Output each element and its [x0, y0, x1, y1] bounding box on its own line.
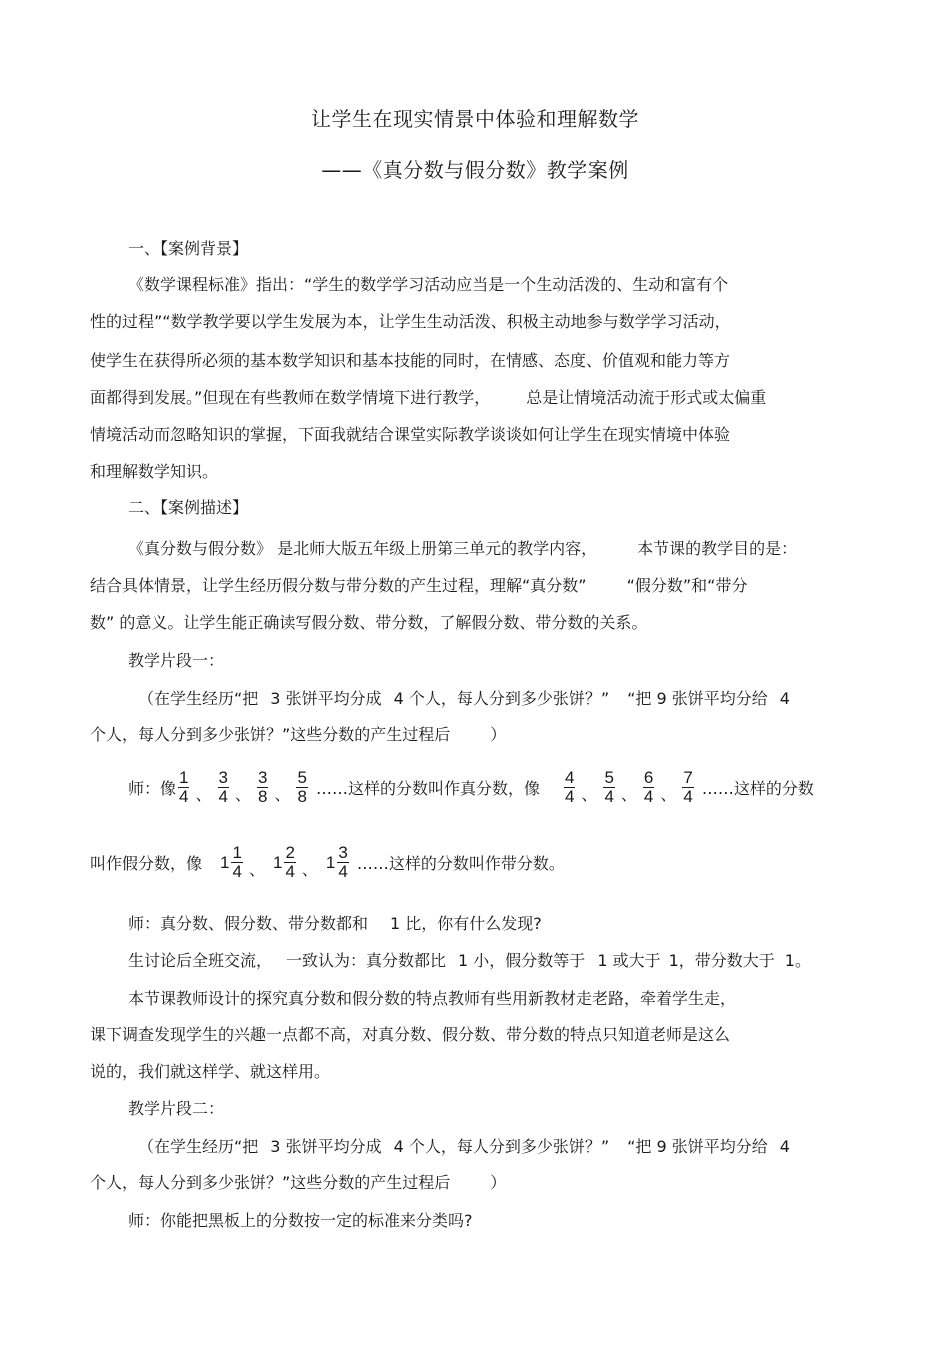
separator: 、 [620, 785, 637, 804]
fraction: $\frac{2}{4}$ [285, 843, 295, 881]
text-span: “假分数”和“带分 [626, 576, 748, 595]
text-span: （在学生经历“把 [138, 689, 259, 708]
text-span: 一致认为：真分数都比 [286, 951, 447, 970]
segment-intro-line [90, 1172, 506, 1194]
mixed-whole: 1 [272, 852, 283, 872]
separator: 、 [581, 785, 598, 804]
text-span: 1，带分数大于 [668, 951, 775, 970]
text-span: 3 张饼平均分成 [270, 1137, 382, 1156]
fraction: $\frac{1}{4}$ [232, 843, 242, 881]
text-span: ） [490, 1173, 507, 1192]
fraction: $\frac{3}{4}$ [218, 768, 228, 806]
paragraph-line [90, 387, 766, 409]
text-span: （在学生经历“把 [138, 1137, 259, 1156]
fraction: $\frac{5}{4}$ [604, 768, 614, 806]
mixed-whole: 1 [220, 852, 230, 872]
text-span: 4 个人，每人分到多少张饼？” [393, 1137, 610, 1156]
fraction: $\frac{6}{4}$ [643, 768, 654, 806]
text-span: ……这样的分数 [701, 779, 814, 798]
paragraph-line: 本节课教师设计的探究真分数和假分数的特点教师有些用新教材走老路，牵着学生走， [128, 989, 737, 1008]
text-span: ……这样的分数叫作带分数。 [356, 854, 565, 873]
paragraph-line [90, 575, 747, 597]
separator: 、 [301, 860, 318, 879]
text-span: ） [490, 725, 507, 744]
fraction: $\frac{3}{4}$ [338, 843, 348, 881]
paragraph-line: 性的过程”“数学教学要以学生发展为本，让学生生动活泼、积极主动地参与数学学习活动， [90, 312, 731, 331]
text-span: 面都得到发展。”但现在有些教师在数学情境下进行教学， [90, 388, 491, 407]
text-span: 4 个人，每人分到多少张饼？” [393, 689, 610, 708]
text-span: 1 比，你有什么发现? [390, 914, 542, 933]
paragraph-line [128, 538, 797, 560]
text-span: 《真分数与假分数》 是北师大版五年级上册第三单元的教学内容， [128, 539, 598, 558]
fraction: $\frac{3}{8}$ [257, 768, 268, 806]
text-span: 1 小，假分数等于 [458, 951, 586, 970]
section-heading-background: 一、【案例背景】 [128, 239, 249, 258]
section-heading-description: 二、【案例描述】 [128, 498, 249, 517]
separator: 、 [234, 785, 251, 804]
separator: 、 [660, 785, 677, 804]
text-span: 总是让情境活动流于形式或太偏重 [526, 388, 767, 407]
document-title: 让学生在现实情景中体验和理解数学 [311, 107, 639, 131]
text-span: 1 或大于 [597, 951, 661, 970]
text-span: 本节课的教学目的是： [637, 539, 798, 558]
paragraph-line: 情境活动而忽略知识的掌握，下面我就结合课堂实际教学谈谈如何让学生在现实情境中体验 [90, 425, 731, 444]
text-span: 叫作假分数，像 [90, 854, 203, 873]
teacher-fractions-line [128, 769, 814, 806]
text-span: 师：像 [128, 779, 177, 798]
fraction: $\frac{4}{4}$ [564, 768, 575, 806]
text-span: 4 [779, 689, 790, 708]
fraction: $\frac{5}{8}$ [297, 768, 307, 806]
paragraph-line: 和理解数学知识。 [90, 462, 219, 481]
paragraph-line: 说的，我们就这样学、就这样用。 [90, 1062, 331, 1081]
text-span: 师：真分数、假分数、带分数都和 [128, 914, 369, 933]
paragraph-line: 师：你能把黑板上的分数按一定的标准来分类吗? [128, 1211, 473, 1230]
text-span: 结合具体情景，让学生经历假分数与带分数的产生过程，理解“真分数” [90, 576, 587, 595]
document-subtitle: ——《真分数与假分数》教学案例 [321, 158, 629, 182]
paragraph-line [128, 913, 542, 935]
text-span: 3 张饼平均分成 [270, 689, 382, 708]
text-span: 1。 [784, 951, 811, 970]
paragraph-line: 课下调查发现学生的兴趣一点都不高，对真分数、假分数、带分数的特点只知道老师是这么 [90, 1025, 731, 1044]
paragraph-line: 数” 的意义。让学生能正确读写假分数、带分数，了解假分数、带分数的关系。 [90, 613, 648, 632]
fraction: $\frac{1}{4}$ [179, 768, 189, 806]
paragraph-line: 《数学课程标准》指出：“学生的数学学习活动应当是一个生动活泼的、生动和富有个 [128, 275, 729, 294]
segment-label: 教学片段一： [128, 651, 225, 670]
segment-intro-line [138, 688, 790, 710]
fraction: $\frac{7}{4}$ [683, 768, 693, 806]
text-span: 个人，每人分到多少张饼？”这些分数的产生过程后 [90, 725, 451, 744]
text-span: 个人，每人分到多少张饼？”这些分数的产生过程后 [90, 1173, 451, 1192]
segment-intro-line [138, 1136, 790, 1158]
text-span: “把 9 张饼平均分给 [627, 689, 768, 708]
mixed-whole: 1 [325, 852, 336, 872]
teacher-mixed-numbers-line [90, 844, 565, 881]
text-span: 4 [779, 1137, 790, 1156]
text-span: ……这样的分数叫作真分数，像 [315, 779, 540, 798]
separator: 、 [195, 785, 212, 804]
separator: 、 [274, 785, 291, 804]
segment-label: 教学片段二： [128, 1099, 225, 1118]
segment-intro-line [90, 724, 506, 746]
text-span: 生讨论后全班交流， [128, 951, 273, 970]
paragraph-line: 使学生在获得所必须的基本数学知识和基本技能的同时，在情感、态度、价值观和能力等方 [90, 351, 731, 370]
text-span: “把 9 张饼平均分给 [627, 1137, 768, 1156]
paragraph-line [128, 950, 811, 972]
separator: 、 [248, 860, 265, 879]
